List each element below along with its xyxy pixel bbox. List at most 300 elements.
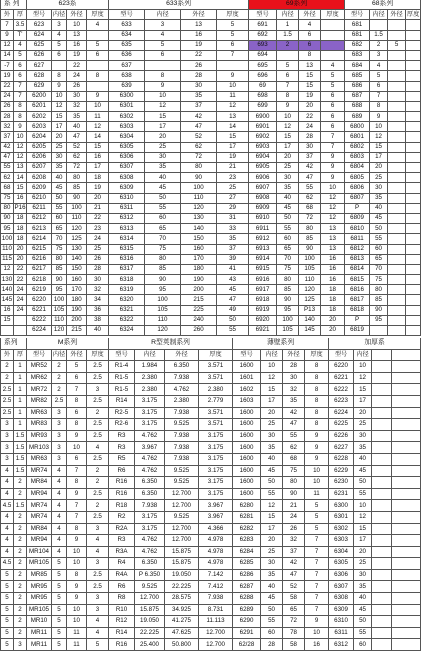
top-table-cell: 37 xyxy=(217,244,249,254)
bottom-table-cell: 6225 xyxy=(329,419,354,431)
top-table-cell: 636 xyxy=(109,50,145,60)
bottom-table-cell xyxy=(392,465,421,477)
top-table-cell: 6219 xyxy=(27,285,52,295)
bottom-table-cell: 3 xyxy=(1,442,14,454)
bottom-table-cell: MR11 xyxy=(27,627,52,639)
bottom-table-cell: R2A xyxy=(109,523,135,535)
top-table-cell: 55 xyxy=(145,203,181,213)
top-table-cell: 22 xyxy=(14,264,27,274)
top-table-cell: 6910 xyxy=(249,213,277,223)
bottom-table-row xyxy=(1,569,421,581)
top-table-cell: 85 xyxy=(299,234,321,244)
top-table-cell: 15 xyxy=(299,71,321,81)
thin-header-thick: 厚度 xyxy=(305,349,329,361)
bottom-table-cell: 2.779 xyxy=(199,395,233,407)
top-table-cell: 9 xyxy=(217,71,249,81)
bottom-table-cell: 5 xyxy=(52,616,67,628)
bottom-header-row xyxy=(1,349,421,361)
thin-header-model: 型号 xyxy=(233,349,261,361)
top-table-cell: 120 xyxy=(299,285,321,295)
bottom-table-cell: MR63 xyxy=(27,453,52,465)
top-table-cell: 6201 xyxy=(27,101,52,111)
top-table-cell: 6915 xyxy=(249,264,277,274)
top-table-cell: 22 xyxy=(181,50,217,60)
top-table-cell: 120 xyxy=(52,326,67,336)
bottom-table-cell: 35 xyxy=(261,442,283,454)
top-table-cell xyxy=(388,285,406,295)
top-table-cell: 9 xyxy=(370,112,388,122)
bottom-table-cell: 17 xyxy=(261,523,283,535)
bottom-table-cell xyxy=(372,593,392,605)
top-table-cell: 36 xyxy=(87,305,109,315)
top-table-cell: 40 xyxy=(370,203,388,213)
top-table-cell: 69 xyxy=(249,81,277,91)
bottom-table-cell: 7.938 xyxy=(165,453,199,465)
bottom-table-cell: 7 xyxy=(305,558,329,570)
top-table-row xyxy=(1,234,421,244)
bottom-table-cell: MR82 xyxy=(27,395,52,407)
m-header-outer: 外径 xyxy=(67,349,87,361)
bottom-table-cell: 3 xyxy=(87,523,109,535)
bottom-table-cell: 2.5 xyxy=(87,419,109,431)
bottom-table-cell: 6305 xyxy=(329,558,354,570)
top-table-cell xyxy=(388,112,406,122)
top-table-cell: 6317 xyxy=(109,264,145,274)
top-table-cell: 6215 xyxy=(27,244,52,254)
top-table-cell: 140 xyxy=(67,254,87,264)
bottom-table-cell: 6228 xyxy=(329,453,354,465)
top-table-cell: 80 xyxy=(67,173,87,183)
top-table-cell: 6918 xyxy=(249,295,277,305)
header-thick: 厚度 xyxy=(87,10,109,20)
bottom-table-cell xyxy=(372,453,392,465)
top-table-cell: 6818 xyxy=(345,305,370,315)
bottom-table-cell: 6304 xyxy=(329,546,354,558)
top-table-cell: 18 xyxy=(321,295,345,305)
bottom-table-cell: 3 xyxy=(87,558,109,570)
bottom-table-cell: MR95 xyxy=(27,593,52,605)
top-table-row xyxy=(1,285,421,295)
top-table-cell: 15 xyxy=(299,81,321,91)
top-table-cell: 55 xyxy=(52,203,67,213)
top-table-cell: 18 xyxy=(87,173,109,183)
bottom-table-cell: 3 xyxy=(1,430,14,442)
bottom-table-cell: 10 xyxy=(305,477,329,489)
bottom-table-cell: 3.175 xyxy=(199,465,233,477)
top-table-cell: 3 xyxy=(370,50,388,60)
top-table-cell: 105 xyxy=(277,326,299,336)
bottom-table-cell: 8 xyxy=(67,419,87,431)
bottom-table-cell: MR104 xyxy=(27,546,52,558)
top-table-cell xyxy=(406,193,421,203)
bottom-table-cell: 7.938 xyxy=(165,430,199,442)
bottom-table-cell: 8 xyxy=(305,384,329,396)
bottom-table-row xyxy=(1,604,421,616)
bottom-table-cell xyxy=(392,488,421,500)
top-table-cell xyxy=(145,61,181,71)
bottom-table-cell xyxy=(392,442,421,454)
bottom-table-cell: 9.525 xyxy=(135,581,165,593)
bottom-table-cell: 1 xyxy=(14,384,27,396)
top-table-cell: 10 xyxy=(145,91,181,101)
top-table-cell: 3 xyxy=(145,20,181,30)
bottom-table-cell: 6290 xyxy=(233,616,261,628)
top-table-cell: 6305 xyxy=(109,142,145,152)
bottom-table-cell: 15.875 xyxy=(135,604,165,616)
top-table-cell: 6300 xyxy=(109,91,145,101)
bottom-table-cell: 35 xyxy=(261,569,283,581)
bottom-table-cell: 6288 xyxy=(233,593,261,605)
bottom-table-cell: 34.925 xyxy=(165,604,199,616)
bottom-table-cell: 80 xyxy=(283,477,305,489)
top-table-cell xyxy=(321,20,345,30)
top-table-cell: 30 xyxy=(52,152,67,162)
bottom-table-cell: 2 xyxy=(52,384,67,396)
top-table-cell: 6916 xyxy=(249,275,277,285)
top-table-cell: 15 xyxy=(277,132,299,142)
header-69-outer: 外径 xyxy=(299,10,321,20)
bottom-table-cell: 2 xyxy=(14,546,27,558)
bottom-table-cell: MR11 xyxy=(27,639,52,651)
bottom-table-cell: 7 xyxy=(67,500,87,512)
bottom-table-cell: R4A xyxy=(109,569,135,581)
top-table-cell: 95 xyxy=(277,305,299,315)
top-table-cell: 75 xyxy=(277,264,299,274)
bottom-table-cell: 50 xyxy=(354,477,372,489)
m-header-model: 型号 xyxy=(27,349,52,361)
top-table-cell: 120 xyxy=(67,224,87,234)
top-table-cell: 20 xyxy=(14,254,27,264)
top-table-cell: 2 xyxy=(277,40,299,50)
top-table-cell: 3 xyxy=(52,20,67,30)
bottom-table-cell: 6306 xyxy=(329,569,354,581)
bottom-table-cell: 30 xyxy=(283,372,305,384)
top-table-cell xyxy=(406,305,421,315)
bottom-table-cell: 8 xyxy=(305,419,329,431)
bottom-table-cell xyxy=(372,442,392,454)
top-table-cell: 12 xyxy=(321,203,345,213)
top-table-cell: 40 xyxy=(87,326,109,336)
bottom-table-cell xyxy=(392,558,421,570)
bottom-table-cell: 1600 xyxy=(233,488,261,500)
bottom-table-cell: 9 xyxy=(67,593,87,605)
top-table-cell: 9 xyxy=(321,152,345,162)
top-table-cell: 100 xyxy=(1,234,14,244)
bottom-table-cell: 9 xyxy=(67,581,87,593)
top-table-cell: 215 xyxy=(67,326,87,336)
top-table-cell: 13 xyxy=(217,112,249,122)
top-table-cell: 5 xyxy=(217,30,249,40)
top-table-cell: 26 xyxy=(67,81,87,91)
top-table-cell xyxy=(388,213,406,223)
top-table-cell: 7 xyxy=(321,132,345,142)
header-68-inner: 内径 xyxy=(370,10,388,20)
top-table-cell: P16 xyxy=(14,203,27,213)
top-table-cell: 22 xyxy=(1,81,14,91)
top-table-row xyxy=(1,224,421,234)
top-table-cell: 6213 xyxy=(27,224,52,234)
bottom-table-cell: 11 xyxy=(305,488,329,500)
top-table-cell: 13 xyxy=(299,61,321,71)
bottom-table-cell: 42 xyxy=(283,558,305,570)
top-table-cell: 35 xyxy=(370,193,388,203)
top-table-cell: 4 xyxy=(145,30,181,40)
bottom-table-cell: 6226 xyxy=(329,430,354,442)
top-table-cell: 6913 xyxy=(249,244,277,254)
bottom-table-cell: 3.571 xyxy=(199,419,233,431)
bottom-table-cell: 3 xyxy=(52,419,67,431)
top-table-cell: 6919 xyxy=(249,305,277,315)
top-table-cell: 6200 xyxy=(27,91,52,101)
top-table-cell: 10 xyxy=(321,183,345,193)
bottom-table-cell xyxy=(372,535,392,547)
top-table-cell: 637 xyxy=(109,61,145,71)
bottom-table-cell: 7 xyxy=(305,546,329,558)
top-table-cell xyxy=(388,132,406,142)
bottom-table-cell xyxy=(392,627,421,639)
top-table-cell: 4 xyxy=(87,20,109,30)
top-table-cell: 6 xyxy=(299,30,321,40)
bottom-table-cell: 3 xyxy=(1,419,14,431)
bottom-table-cell xyxy=(372,511,392,523)
top-table-cell: 10 xyxy=(52,91,67,101)
bottom-table-cell: 50 xyxy=(261,604,283,616)
top-table-cell xyxy=(406,122,421,132)
top-table-cell: 6308 xyxy=(109,173,145,183)
bottom-table-cell: MR103 xyxy=(27,442,52,454)
bottom-table-cell: 4.5 xyxy=(1,500,14,512)
top-table-cell: 26 xyxy=(87,254,109,264)
bottom-table-cell xyxy=(392,639,421,651)
top-table-cell: 145 xyxy=(299,326,321,336)
r-header-model: 型号 xyxy=(109,349,135,361)
top-table-cell: 260 xyxy=(181,326,217,336)
bottom-table-cell: 10 xyxy=(67,442,87,454)
bottom-table-cell: 40 xyxy=(354,453,372,465)
bottom-table-cell: 2 xyxy=(87,465,109,477)
bottom-table-cell: 4 xyxy=(52,488,67,500)
top-table-cell: 15 xyxy=(52,112,67,122)
top-table-cell: 26 xyxy=(181,61,217,71)
top-table-cell xyxy=(14,315,27,325)
bottom-table-row xyxy=(1,453,421,465)
bottom-table-cell: 2 xyxy=(14,511,27,523)
bottom-table-cell: 4 xyxy=(1,546,14,558)
bottom-table-row xyxy=(1,477,421,489)
bottom-table-cell: 35 xyxy=(354,442,372,454)
top-table-cell xyxy=(388,254,406,264)
bottom-table-cell: 6.350 xyxy=(135,488,165,500)
bottom-table-cell: 1602 xyxy=(233,384,261,396)
bottom-table-cell: 7.938 xyxy=(165,372,199,384)
top-table-cell xyxy=(388,326,406,336)
header-outer-short: 外 xyxy=(1,10,14,20)
bottom-table-cell: 25.400 xyxy=(135,639,165,651)
bottom-table-cell: 4 xyxy=(87,627,109,639)
bottom-table-row xyxy=(1,639,421,651)
bottom-table-cell: 15 xyxy=(354,523,372,535)
bottom-table-cell: 30 xyxy=(261,558,283,570)
top-table-cell: 5 xyxy=(321,81,345,91)
top-table-cell: 75 xyxy=(370,275,388,285)
top-table-cell: 6810 xyxy=(345,224,370,234)
top-table-cell: 47 xyxy=(1,152,14,162)
bottom-table-cell xyxy=(392,546,421,558)
top-table-row xyxy=(1,193,421,203)
top-table-cell: 120 xyxy=(181,203,217,213)
top-table-cell: 24 xyxy=(14,285,27,295)
top-table-cell: 80 xyxy=(299,224,321,234)
top-table-cell xyxy=(321,50,345,60)
bottom-table-cell: 3.571 xyxy=(199,407,233,419)
top-table-cell xyxy=(406,112,421,122)
top-table-cell: 6322 xyxy=(109,315,145,325)
top-table-cell: 95 xyxy=(52,285,67,295)
top-table-cell: 22 xyxy=(14,275,27,285)
top-table-cell: 18 xyxy=(321,305,345,315)
top-table-cell: 55 xyxy=(217,326,249,336)
bottom-table-cell: 6286 xyxy=(233,569,261,581)
top-table-cell xyxy=(388,264,406,274)
top-table-cell: 6203 xyxy=(27,122,52,132)
top-table-cell: 40 xyxy=(67,122,87,132)
top-table-cell: 72 xyxy=(299,213,321,223)
bottom-table-cell: MR72 xyxy=(27,384,52,396)
top-table-cell: 110 xyxy=(52,315,67,325)
bottom-table-cell xyxy=(392,419,421,431)
top-table-cell: 6804 xyxy=(345,163,370,173)
top-table-cell: 100 xyxy=(299,254,321,264)
bottom-table-cell: 3 xyxy=(52,453,67,465)
bottom-table-cell: 2.5 xyxy=(87,569,109,581)
top-table-cell xyxy=(406,132,421,142)
bottom-table-cell: 6281 xyxy=(233,511,261,523)
top-table-cell: 6901 xyxy=(249,122,277,132)
thick-header-outer xyxy=(372,349,392,361)
bottom-table-cell: 6285 xyxy=(233,558,261,570)
top-table-cell: 12 xyxy=(277,122,299,132)
bottom-table-cell: 3.175 xyxy=(199,430,233,442)
top-table-cell: 13 xyxy=(321,224,345,234)
bottom-table-cell: 6283 xyxy=(233,535,261,547)
bottom-table-cell: 21 xyxy=(283,500,305,512)
top-table-cell: 25 xyxy=(52,142,67,152)
bottom-table-cell: 3.175 xyxy=(135,395,165,407)
bottom-table-cell: 4 xyxy=(1,465,14,477)
bottom-table-cell xyxy=(392,616,421,628)
top-table-cell: 100 xyxy=(277,315,299,325)
top-table-cell xyxy=(406,40,421,50)
top-table-cell: 633 xyxy=(109,20,145,30)
top-table-cell: 7 xyxy=(370,91,388,101)
bottom-table-row xyxy=(1,419,421,431)
bottom-table-cell: 22.225 xyxy=(165,581,199,593)
top-table-cell xyxy=(406,142,421,152)
top-table-cell: 95 xyxy=(145,285,181,295)
bottom-table-cell: 6311 xyxy=(329,627,354,639)
bottom-table-cell: 3.967 xyxy=(199,511,233,523)
bottom-table-cell: 2 xyxy=(14,616,27,628)
bottom-table-cell: 7.938 xyxy=(199,593,233,605)
top-table-cell: 6314 xyxy=(109,234,145,244)
bottom-table-cell xyxy=(372,639,392,651)
bottom-table-cell xyxy=(392,430,421,442)
top-table-cell: 12 xyxy=(14,152,27,162)
bottom-table-cell: 4 xyxy=(52,500,67,512)
bottom-table-cell: 3 xyxy=(52,430,67,442)
bottom-table-cell: 9 xyxy=(305,442,329,454)
top-table-cell: 9 xyxy=(14,122,27,132)
top-table-cell: 150 xyxy=(67,264,87,274)
top-table-cell xyxy=(87,30,109,40)
bottom-table-cell: 17 xyxy=(354,395,372,407)
top-table-cell: 40 xyxy=(277,193,299,203)
top-table-cell: 6209 xyxy=(27,183,52,193)
top-table-cell: 80 xyxy=(145,254,181,264)
bottom-table-cell: 68 xyxy=(283,453,305,465)
bottom-table-cell: 4 xyxy=(52,465,67,477)
bottom-table-cell: 15.875 xyxy=(165,546,199,558)
top-table-cell: 62 xyxy=(299,193,321,203)
bottom-table-cell: 9 xyxy=(67,535,87,547)
top-table-cell: 7 xyxy=(321,142,345,152)
top-table-cell: 6221 xyxy=(27,305,52,315)
top-table-cell: 6 xyxy=(321,101,345,111)
top-table-cell xyxy=(388,183,406,193)
bottom-table-cell: 7 xyxy=(305,581,329,593)
top-table-cell xyxy=(406,224,421,234)
top-table-cell: 6301 xyxy=(109,101,145,111)
top-table-cell: 32 xyxy=(67,101,87,111)
top-table-cell: 90 xyxy=(1,213,14,223)
bottom-table-cell: 6.350 xyxy=(165,361,199,373)
top-table-cell: 6816 xyxy=(345,285,370,295)
bottom-table-cell: 2.380 xyxy=(165,395,199,407)
bottom-table-cell: 6.350 xyxy=(135,558,165,570)
top-table-cell: 6806 xyxy=(345,183,370,193)
top-table-cell: 42 xyxy=(1,142,14,152)
top-table-cell: 68 xyxy=(299,203,321,213)
bottom-table-cell: 7 xyxy=(305,535,329,547)
top-table-row xyxy=(1,81,421,91)
top-table-cell: 100 xyxy=(67,203,87,213)
top-table-cell xyxy=(406,213,421,223)
top-table-cell: 9 xyxy=(1,30,14,40)
top-table-cell: 200 xyxy=(67,315,87,325)
bottom-table-cell: 7.412 xyxy=(199,581,233,593)
top-table-cell: 8 xyxy=(52,71,67,81)
top-table-cell: 90 xyxy=(52,275,67,285)
top-table-cell: 25 xyxy=(277,163,299,173)
top-table-cell: 17 xyxy=(87,163,109,173)
bottom-table-cell: MR84 xyxy=(27,523,52,535)
bottom-table-cell: 7 xyxy=(305,604,329,616)
bottom-table-cell: 55 xyxy=(354,488,372,500)
bottom-table-cell: 2 xyxy=(14,581,27,593)
top-table-cell: 629 xyxy=(27,81,52,91)
top-table-cell xyxy=(388,81,406,91)
top-table-cell: 20 xyxy=(87,193,109,203)
bottom-table-cell: 1 xyxy=(14,395,27,407)
bottom-table-cell: 3 xyxy=(1,453,14,465)
top-table-row xyxy=(1,213,421,223)
bottom-table-row xyxy=(1,500,421,512)
top-table-cell xyxy=(388,20,406,30)
bottom-table-cell xyxy=(372,581,392,593)
bottom-table-cell: 50.800 xyxy=(165,639,199,651)
top-table-cell: 6211 xyxy=(27,203,52,213)
header-68-outer: 外径 xyxy=(388,10,406,20)
